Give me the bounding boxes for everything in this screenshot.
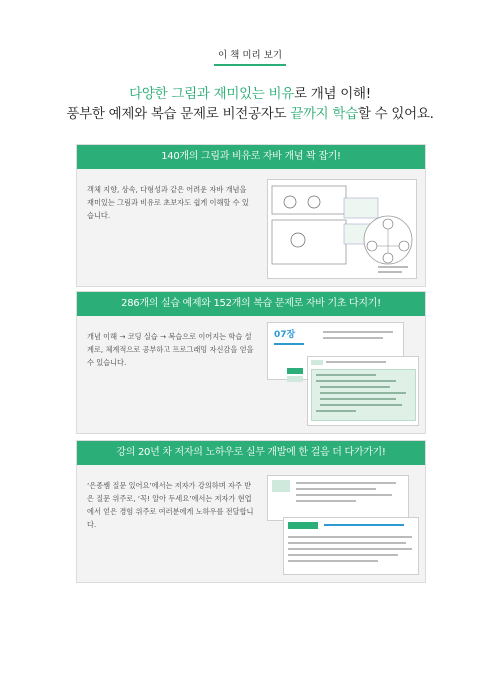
- illustration-diagram: [268, 180, 416, 278]
- headline-text-2a: 풍부한 예제와 복습 문제로 비전공자도: [66, 106, 291, 122]
- tip-title-line: [324, 524, 404, 526]
- code-line: [320, 404, 402, 406]
- text-line: [288, 548, 412, 550]
- tag: [311, 360, 323, 365]
- chapter-number: 07장: [274, 330, 296, 340]
- chapter-title-bar: [274, 343, 304, 345]
- section-title: 강의 20년 차 저자의 노하우로 실무 개발에 한 걸음 더 다가가기!: [77, 441, 425, 465]
- section-description: 개념 이해 → 코딩 실습 → 복습으로 이어지는 학습 설계로, 체계적으로 공부하고 프로그래밍 자신감을 얻을 수 있습니다.: [87, 332, 254, 367]
- preview-tip-page: [283, 517, 419, 575]
- code-line: [316, 380, 396, 382]
- light-green-tag: [287, 376, 303, 382]
- text-line: [326, 361, 386, 363]
- section-title: 140개의 그림과 비유로 자바 개념 꽉 잡기!: [77, 145, 425, 169]
- code-line: [320, 398, 396, 400]
- code-line: [316, 374, 376, 376]
- headline-line-1: [0, 84, 500, 104]
- text-line: [296, 482, 396, 484]
- feature-section-1: [76, 144, 426, 287]
- text-line: [296, 488, 376, 490]
- tip-tag: [288, 522, 318, 529]
- headline-line-2: [0, 104, 500, 124]
- code-line: [316, 410, 356, 412]
- preview-illustration: [267, 179, 417, 279]
- text-line: [288, 536, 412, 538]
- headline-text-1: 로 개념 이해!: [294, 86, 371, 102]
- headline: [0, 84, 500, 124]
- text-line: [288, 542, 406, 544]
- green-tag: [287, 368, 303, 374]
- text-line: [323, 337, 383, 339]
- feature-section-2: [76, 291, 426, 434]
- code-line: [320, 386, 390, 388]
- text-line: [288, 560, 378, 562]
- text-line: [323, 331, 393, 333]
- code-block: [311, 369, 416, 421]
- text-line: [288, 554, 398, 556]
- preview-code-page: [307, 356, 419, 426]
- section-description: 객체 지향, 상속, 다형성과 같은 어려운 자바 개념을 재미있는 그림과 비유로 초보자도 쉽게 이해할 수 있습니다.: [87, 185, 249, 220]
- page-label: [0, 47, 500, 66]
- tag: [272, 480, 290, 492]
- text-line: [296, 494, 392, 496]
- text-line: [296, 500, 356, 502]
- page-label-text: 이 책 미리 보기: [214, 47, 286, 66]
- headline-highlight-1: 다양한 그림과 재미있는 비유: [129, 86, 295, 102]
- preview-qna-page: [267, 475, 409, 521]
- headline-highlight-2: 끝까지 학습: [290, 106, 358, 122]
- section-title: 286개의 실습 예제와 152개의 복습 문제로 자바 기초 다지기!: [77, 292, 425, 316]
- code-line: [320, 392, 406, 394]
- headline-text-2b: 할 수 있어요.: [357, 106, 434, 122]
- feature-section-3: [76, 440, 426, 583]
- section-description: ‘은종쌤 질문 있어요’에서는 저자가 강의하며 자주 받은 질문 위주로, ‘꼭! 알아 두세요’에서는 저자가 현업에서 얻은 경험 위주로 여러분에게 노하우를 전달합니다.: [87, 481, 254, 529]
